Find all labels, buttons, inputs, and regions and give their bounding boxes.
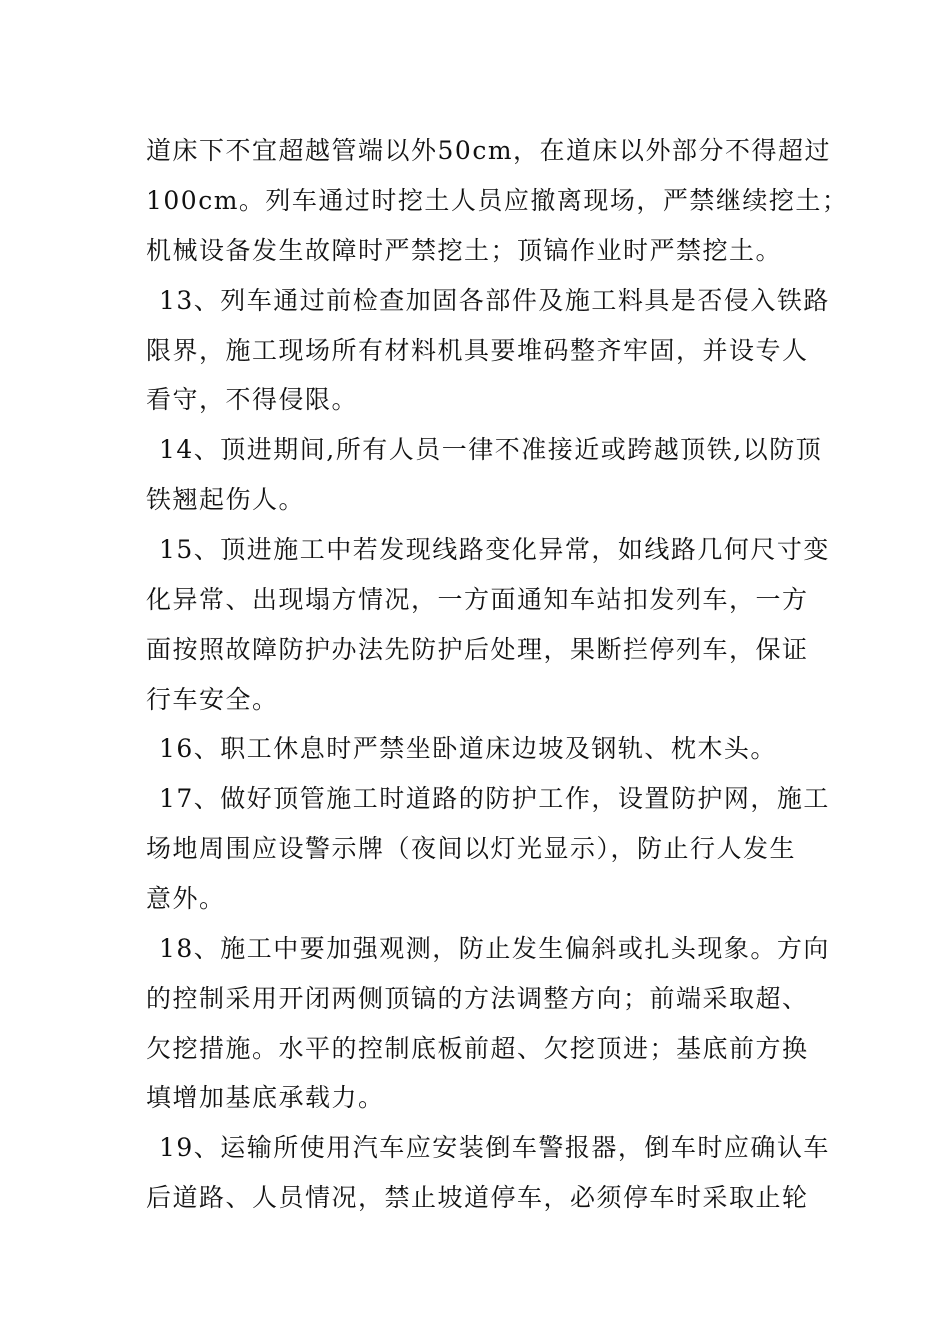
text-line: 意外。 bbox=[146, 884, 226, 913]
item-14-line: 14、顶进期间,所有人员一律不准接近或跨越顶铁,以防顶 bbox=[159, 435, 823, 464]
item-17-line: 17、做好顶管施工时道路的防护工作，设置防护网，施工 bbox=[159, 784, 830, 813]
text-line: 面按照故障防护办法先防护后处理，果断拦停列车，保证 bbox=[146, 635, 809, 664]
text-line: 填增加基底承载力。 bbox=[146, 1083, 385, 1112]
item-18-line: 18、施工中要加强观测，防止发生偏斜或扎头现象。方向 bbox=[159, 934, 830, 963]
text-line: 机械设备发生故障时严禁挖土；顶镐作业时严禁挖土。 bbox=[146, 236, 783, 265]
text-line: 化异常、出现塌方情况，一方面通知车站扣发列车，一方 bbox=[146, 585, 809, 614]
text-line: 100cm。列车通过时挖土人员应撤离现场，严禁继续挖土； bbox=[146, 186, 849, 215]
item-19-line: 19、运输所使用汽车应安装倒车警报器，倒车时应确认车 bbox=[159, 1133, 830, 1162]
text-line: 看守，不得侵限。 bbox=[146, 385, 359, 414]
item-15-line: 15、顶进施工中若发现线路变化异常，如线路几何尺寸变 bbox=[159, 535, 830, 564]
text-line: 欠挖措施。水平的控制底板前超、欠挖顶进；基底前方换 bbox=[146, 1034, 809, 1063]
text-line: 道床下不宜超越管端以外50cm，在道床以外部分不得超过 bbox=[146, 136, 832, 165]
text-line: 后道路、人员情况，禁止坡道停车，必须停车时采取止轮 bbox=[146, 1183, 809, 1212]
text-line: 铁翘起伤人。 bbox=[146, 485, 306, 514]
item-16-line: 16、职工休息时严禁坐卧道床边坡及钢轨、枕木头。 bbox=[159, 734, 777, 763]
item-13-line: 13、列车通过前检查加固各部件及施工料具是否侵入铁路 bbox=[159, 286, 830, 315]
text-line: 的控制采用开闭两侧顶镐的方法调整方向；前端采取超、 bbox=[146, 984, 809, 1013]
text-line: 限界，施工现场所有材料机具要堆码整齐牢固，并设专人 bbox=[146, 336, 809, 365]
text-line: 场地周围应设警示牌（夜间以灯光显示），防止行人发生 bbox=[146, 834, 797, 863]
text-line: 行车安全。 bbox=[146, 685, 279, 714]
